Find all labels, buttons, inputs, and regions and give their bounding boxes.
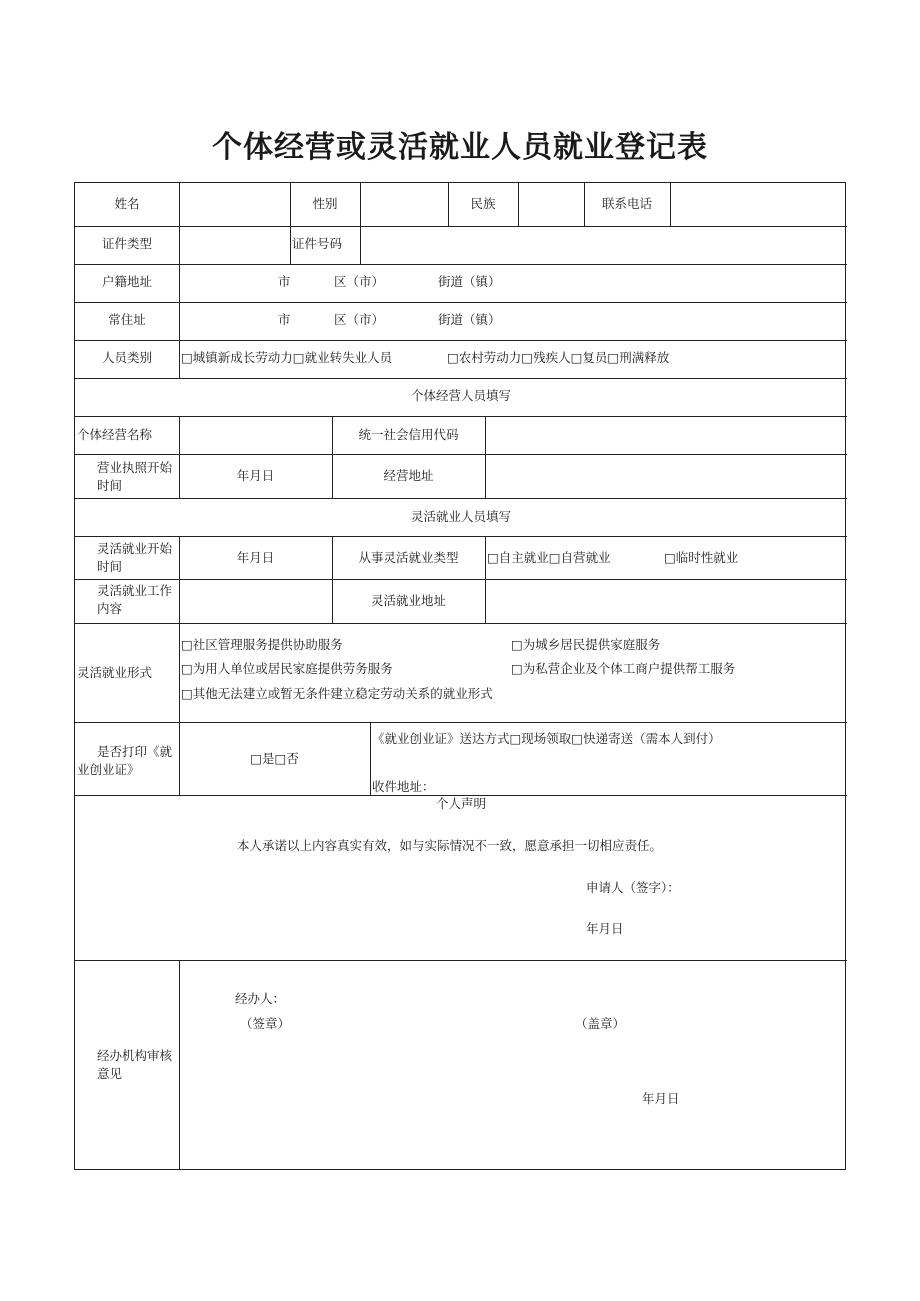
section-flexible-title: 灵活就业人员填写 [410, 509, 511, 524]
hukou-street: 街道（镇） [438, 274, 501, 289]
form-type-option-5[interactable]: □其他无法建立或暂无条件建立稳定劳动关系的就业形式 [181, 686, 493, 701]
seal-label: （盖章） [575, 1016, 626, 1031]
category-options-a[interactable]: □城镇新成长劳动力□就业转失业人员 [181, 350, 393, 365]
declaration-text: 本人承诺以上内容真实有效，如与实际情况不一致，愿意承担一切相应责任。 [237, 838, 663, 853]
residence-city: 市 [278, 312, 291, 327]
section-individual-title: 个体经营人员填写 [410, 388, 511, 403]
individual-name-label: 个体经营名称 [77, 427, 153, 442]
flexible-start-label: 灵活就业开始时间 [97, 541, 173, 574]
ethnicity-label: 民族 [470, 196, 496, 211]
residence-label: 常住址 [108, 312, 146, 327]
review-date: 年月日 [642, 1091, 680, 1106]
license-start-label: 营业执照开始时间 [97, 460, 173, 493]
form-type-option-2[interactable]: □为城乡居民提供家庭服务 [511, 637, 661, 652]
form-type-option-1[interactable]: □社区管理服务提供协助服务 [181, 637, 343, 652]
declaration-title: 个人声明 [435, 796, 486, 811]
print-label: 是否打印《就业创业证》 [77, 744, 173, 777]
residence-district: 区（市） [334, 312, 385, 327]
receive-address-label: 收件地址： [372, 779, 435, 794]
residence-street: 街道（镇） [438, 312, 501, 327]
id-type-label: 证件类型 [101, 236, 152, 251]
id-number-label: 证件号码 [292, 236, 343, 251]
category-label: 人员类别 [101, 350, 152, 365]
delivery-method[interactable]: 《就业创业证》送达方式□现场领取□快递寄送（需本人到付） [372, 731, 721, 746]
business-address-label: 经营地址 [383, 468, 434, 483]
hukou-district: 区（市） [334, 274, 385, 289]
category-options-b[interactable]: □农村劳动力□残疾人□复员□刑满释放 [447, 350, 670, 365]
name-label: 姓名 [114, 196, 140, 211]
form-type-option-4[interactable]: □为私营企业及个体工商户提供帮工服务 [511, 661, 736, 676]
hukou-label: 户籍地址 [101, 274, 152, 289]
flexible-type-label: 从事灵活就业类型 [358, 550, 459, 565]
print-options[interactable]: □是□否 [250, 751, 299, 766]
declaration-date: 年月日 [586, 921, 624, 936]
gender-label: 性别 [312, 196, 338, 211]
handler-sign: （签章） [240, 1016, 291, 1031]
review-label: 经办机构审核意见 [97, 1048, 173, 1081]
page-title: 个体经营或灵活就业人员就业登记表 [212, 130, 708, 165]
phone-label: 联系电话 [601, 196, 652, 211]
applicant-signature-label: 申请人（签字）： [586, 880, 680, 895]
handler-label: 经办人： [235, 991, 286, 1006]
form-type-option-3[interactable]: □为用人单位或居民家庭提供劳务服务 [181, 661, 393, 676]
form-type-label: 灵活就业形式 [77, 665, 153, 680]
flexible-address-label: 灵活就业地址 [370, 593, 446, 608]
flexible-content-label: 灵活就业工作内容 [97, 583, 173, 616]
credit-code-label: 统一社会信用代码 [358, 427, 459, 442]
hukou-city: 市 [278, 274, 291, 289]
license-start-date: 年月日 [236, 468, 275, 483]
flexible-start-date: 年月日 [236, 550, 275, 565]
flexible-type-options-a[interactable]: □自主就业□自营就业 [487, 550, 611, 565]
flexible-type-options-b[interactable]: □临时性就业 [664, 550, 739, 565]
registration-form [74, 182, 846, 1170]
